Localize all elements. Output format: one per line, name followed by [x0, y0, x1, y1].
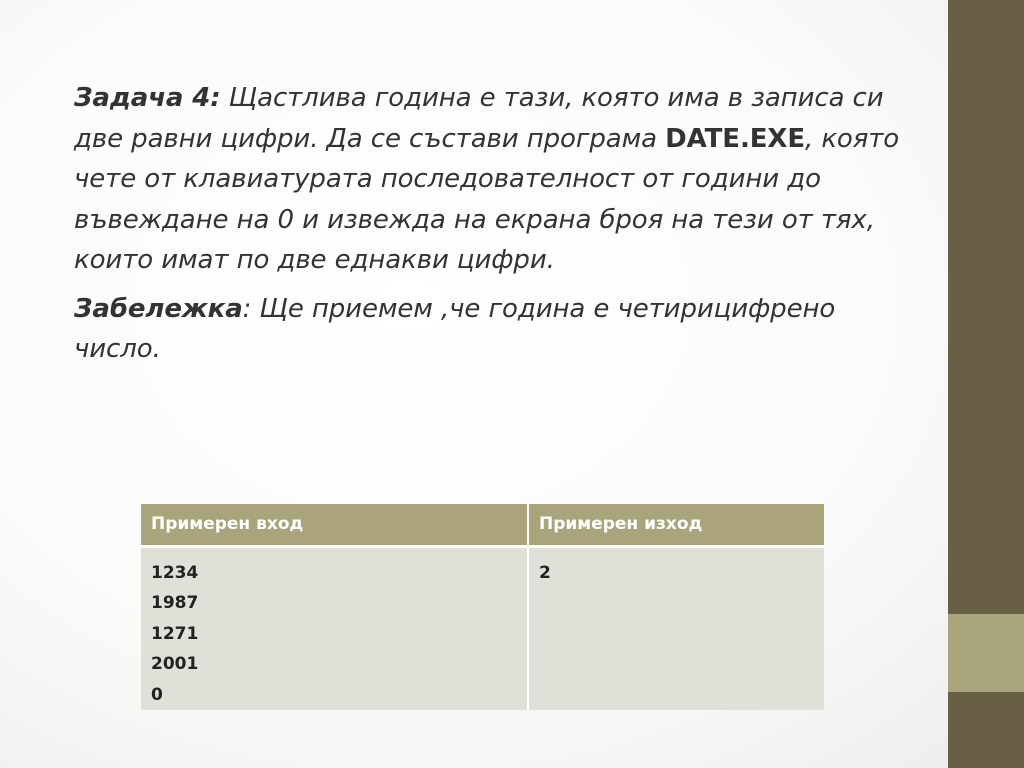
header-sample-input: Примерен вход: [141, 504, 528, 546]
sample-output-cell: [528, 546, 824, 710]
task-text-part-2: , която чете от клавиатурата последователност от години до въвеждане на 0 и извежда на екрана броя на тези от тях, които имат по две еднакви цифри.: [74, 123, 900, 275]
table-header-row: [141, 504, 824, 546]
note-label: Забележка: [74, 293, 243, 324]
input-line: 2001: [151, 654, 199, 674]
note-paragraph: [74, 289, 904, 370]
right-band-accent-block: [948, 614, 1024, 692]
task-paragraph: [74, 78, 904, 281]
input-line: 1987: [151, 593, 199, 613]
program-name: DATE.EXE: [665, 123, 805, 154]
task-label: Задача 4:: [74, 83, 221, 113]
example-io-table: [141, 504, 824, 710]
note-text: : Ще приемем ,че година е четирицифрено число.: [74, 293, 836, 364]
input-line: 1271: [151, 623, 199, 644]
header-sample-output: Примерен изход: [528, 504, 824, 546]
output-line: 2: [539, 562, 551, 583]
slide-body: [74, 78, 904, 370]
input-line: 1234: [151, 562, 199, 583]
input-line: 0: [151, 684, 163, 705]
task-text-part-1: Щастлива година е тази, която има в записа си две равни цифри. Да се състави програма: [74, 83, 884, 154]
sample-input-cell: [141, 546, 528, 710]
table-row: [141, 546, 824, 710]
